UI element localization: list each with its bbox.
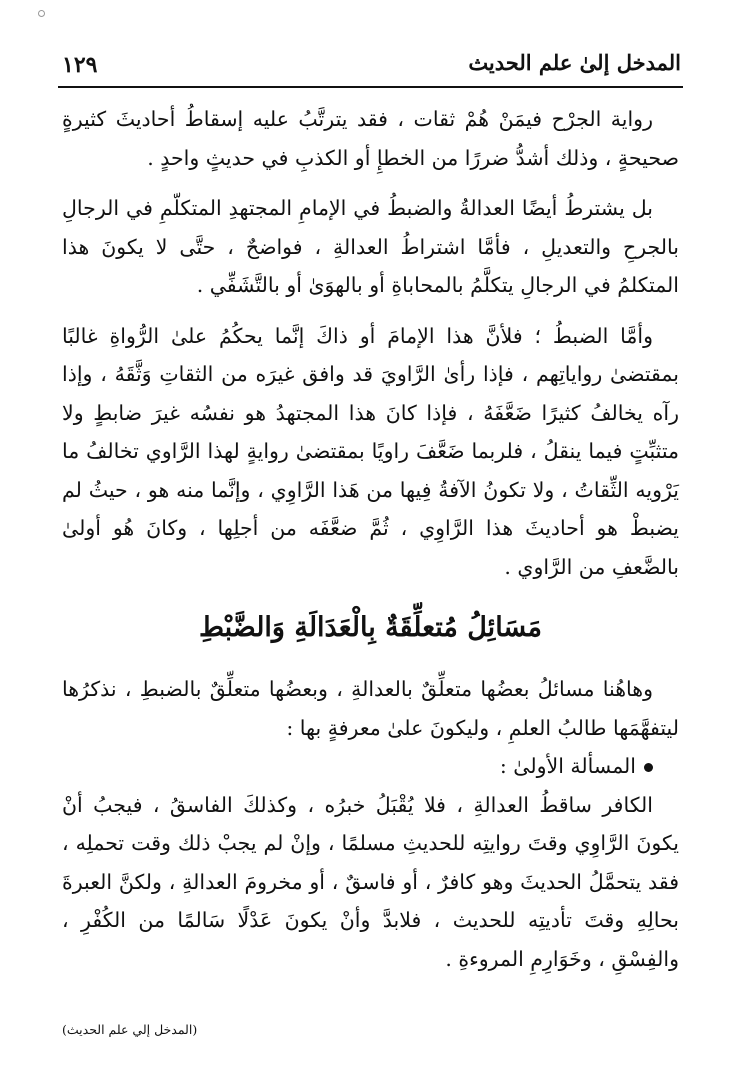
- final-paragraph: الكافر ساقطُ العدالةِ ، فلا يُقْبَلُ خبرُه ، وكذلكَ الفاسقُ ، فيجبُ أنْ يكونَ الرَّاوِي وقتَ روايتِه للحديثِ مسلمًا ، وإنْ لم يجبْ ذلك وقت تحملِه ، فقد يتحمَّلُ الحديثَ وهو كافرٌ ، أو فاسقٌ ، أو مخرومَ العدالةِ ، ولكنَّ العبرةَ بحالِهِ وقتَ تأديتِه للحديث ، فلابدَّ وأنْ يكونَ عَدْلًا سَالمًا من الكُفْرِ ، والفِسْقِ ، وخَوَارِمِ المروءةِ .: [62, 792, 679, 971]
- page-header: [58, 46, 683, 90]
- section-heading: مَسَائِلُ مُتعلِّقَةٌ بِالْعَدَالَةِ وَالضَّبْطِ: [199, 612, 542, 643]
- bullet-label: المسألة الأولىٰ :: [499, 754, 636, 778]
- page-body: [62, 100, 679, 978]
- running-title: المدخل إلىٰ علم الحديث: [468, 50, 681, 75]
- header-rule: [58, 86, 683, 88]
- paragraph-1: رواية الجرْح فيمَنْ هُمْ ثقات ، فقد يترتَّبُ عليه إسقاطُ أحاديثَ كثيرةٍ صحيحةٍ ، وذلك أشدُّ ضررًا من الخطإِ أو الكذبِ في حديثٍ واحدٍ .: [62, 107, 679, 170]
- paragraph-2: بل يشترطُ أيضًا العدالةُ والضبطُ في الإمامِ المجتهدِ المتكلّمِ في الرجالِ بالجرحِ والتعديلِ ، فأمَّا اشتراطُ العدالةِ ، فواضحٌ ، حتَّى لا يكونَ هذا المتكلمُ في الرجالِ يتكلَّمُ بالمحاباةِ أو بالهوَىٰ أو بالتَّشَفِّي .: [62, 196, 679, 297]
- paragraph-3: وأمَّا الضبطُ ؛ فلأنَّ هذا الإمامَ أو ذاكَ إنَّما يحكُمُ علىٰ الرُّواةِ غالبًا بمقتضىٰ رواياتِهم ، فإذا رأىٰ الرَّاويَ قد وافق غيرَه من الثقاتِ وَثَّقَهُ ، وإذا رآه يخالفُ كثيرًا ضَعَّفَهُ ، فإذا كانَ هذا المجتهدُ هو نفسُه غيرَ ضابطٍ ولا متثبِّتٍ فيما ينقلُ ، فلربما ضَعَّفَ راويًا بمقتضىٰ روايةٍ لهذا الرَّاوي تخالفُ ما يَرْويه الثِّقاتُ ، ولا تكونُ الآفةُ فِيها من هَذا الرَّاوِي ، وإنَّما منه هو ، حيثُ لم يضبطْ هو أحاديثَ هذا الرَّاوِي ، ثُمَّ ضعَّفَه من أجلِها ، وكانَ هُو أولىٰ بالضَّعفِ من الرَّاوي .: [62, 323, 679, 579]
- corner-mark: [38, 10, 45, 17]
- intro-paragraph: وهاهُنا مسائلُ بعضُها متعلِّقٌ بالعدالةِ ، وبعضُها متعلِّقٌ بالضبطِ ، نذكرُها ليتفهَّمَها طالبُ العلمِ ، وليكونَ علىٰ معرفةٍ بها :: [62, 677, 679, 740]
- bullet-item: [62, 747, 679, 786]
- footer-label: (المدخل إلي علم الحديث): [62, 1022, 198, 1037]
- bullet-dot-icon: [644, 763, 653, 772]
- page-number: ١٢٩: [62, 52, 98, 78]
